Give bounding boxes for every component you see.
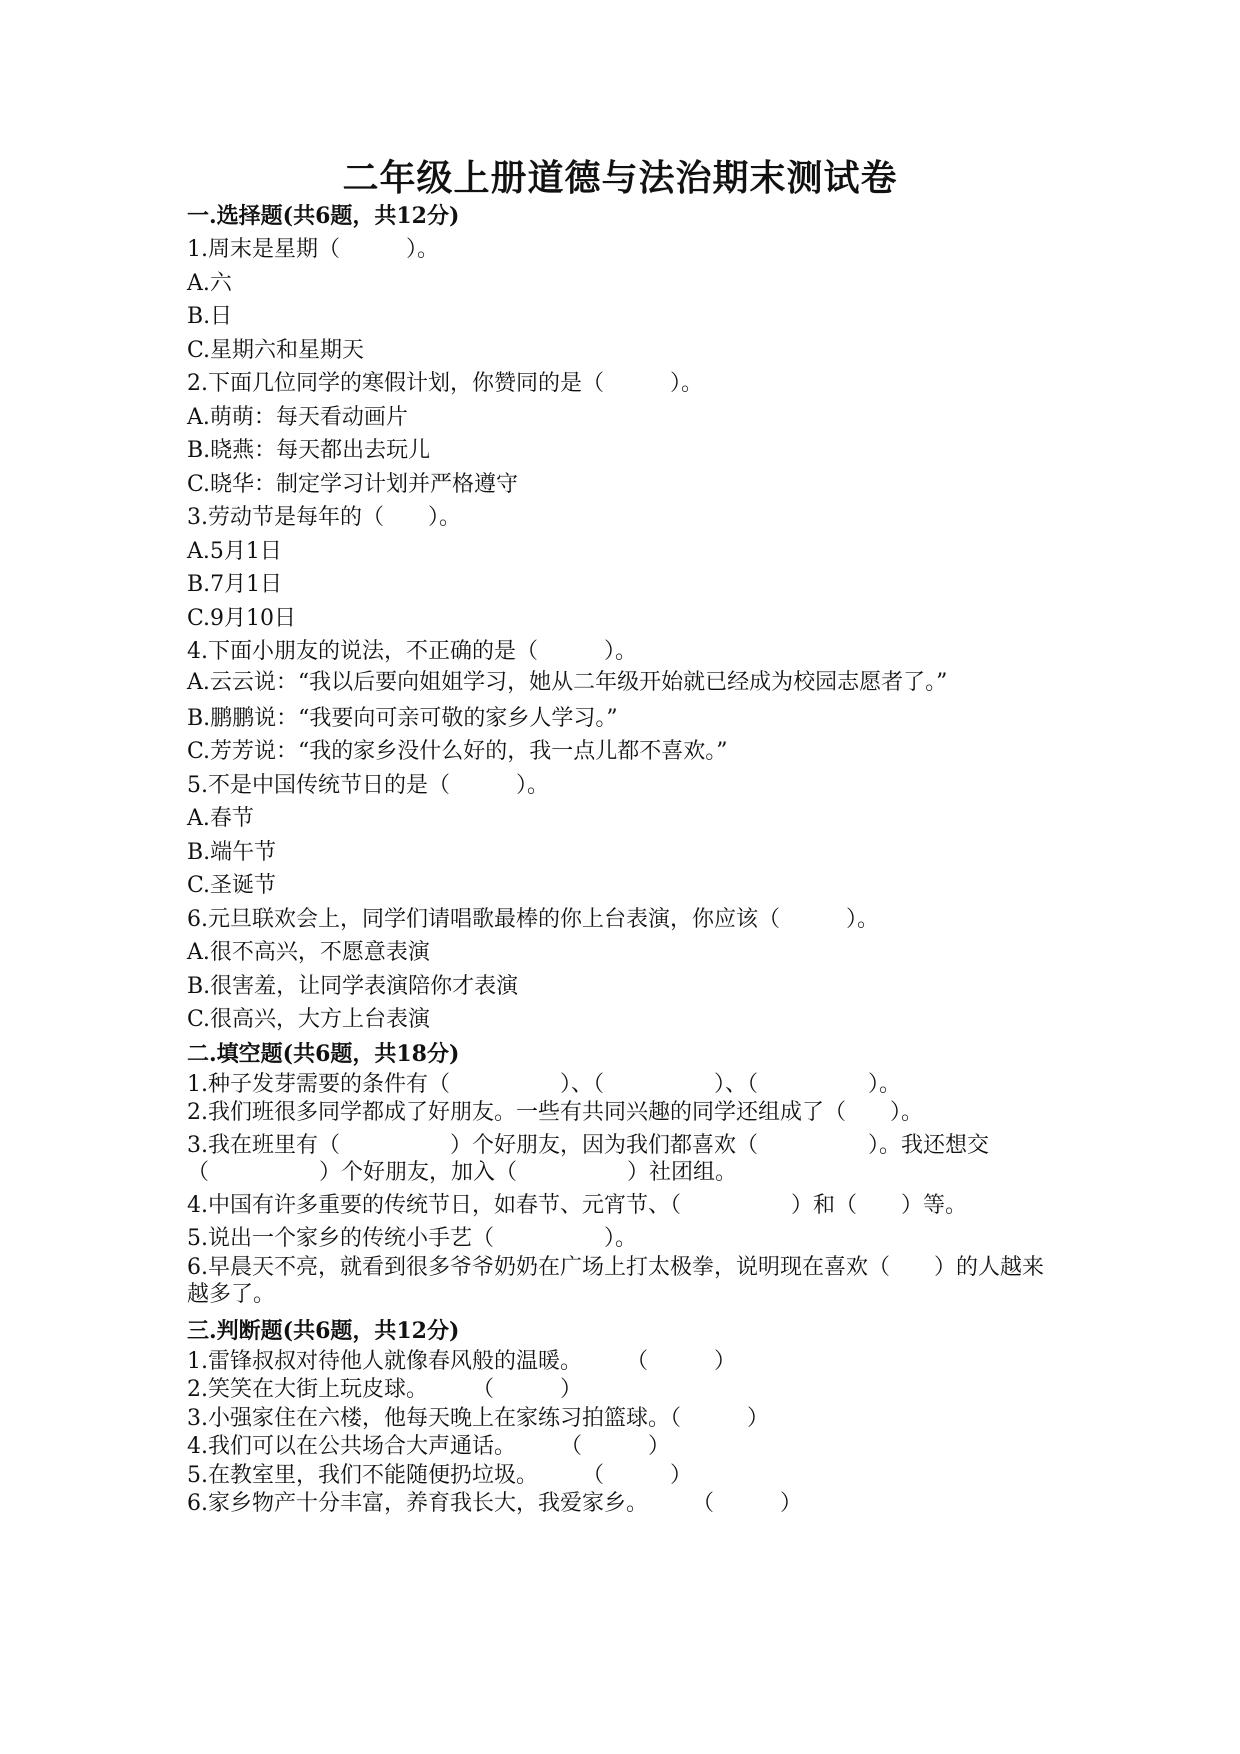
option: C.很高兴，大方上台表演 [187,1007,431,1032]
option: A.六 [187,270,232,296]
question-stem: 4.下面小朋友的说法，不正确的是（ ）。 [187,639,637,664]
option: C.晓华：制定学习计划并严格遵守 [187,471,519,497]
option: B.鹏鹏说：“我要向可亲可敬的家乡人学习。” [187,705,618,731]
fill-item: 1.种子发芽需要的条件有（ ）、（ ）、（ ）。 [187,1071,901,1097]
judge-item: 1.雷锋叔叔对待他人就像春风般的温暖。 （ ） [187,1348,736,1374]
section-true-false [187,1314,1057,1519]
option: A.很不高兴，不愿意表演 [187,940,430,965]
question-stem: 2.下面几位同学的寒假计划，你赞同的是（ ）。 [187,371,703,396]
judge-item: 2.笑笑在大街上玩皮球。 （ ） [187,1377,582,1402]
question [187,367,1057,501]
fill-item: 6.早晨天不亮，就看到很多爷爷奶奶在广场上打太极拳，说明现在喜欢（ ）的人越来越多了。 [187,1254,1044,1307]
option: B.端午节 [187,839,277,865]
option: C.9月10日 [187,605,297,631]
judge-item: 5.在教室里，我们不能随便扔垃圾。 （ ） [187,1462,692,1488]
option: B.晓燕：每天都出去玩儿 [187,438,431,463]
option: A.春节 [187,806,254,831]
option: B.很害羞，让同学表演陪你才表演 [187,973,519,999]
option: A.5月1日 [187,538,282,564]
question-stem: 6.元旦联欢会上，同学们请唱歌最棒的你上台表演，你应该（ ）。 [187,906,879,932]
option: A.云云说：“我以后要向姐姐学习，她从二年级开始就已经成为校园志愿者了。” [187,669,948,695]
section-fill-in-blank [187,1037,1057,1308]
page-title: 二年级上册道德与法治期末测试卷 [342,157,898,199]
section-multiple-choice [187,199,1057,1037]
option: A.萌萌：每天看动画片 [187,404,408,430]
question [187,501,1057,635]
question [187,769,1057,903]
fill-item: 2.我们班很多同学都成了好朋友。一些有共同兴趣的同学还组成了（ ）。 [187,1100,923,1125]
fill-item: 5.说出一个家乡的传统小手艺（ ）。 [187,1226,637,1251]
question-stem: 3.劳动节是每年的（ ）。 [187,505,461,530]
option: C.圣诞节 [187,873,277,898]
question-stem: 1.周末是星期（ ）。 [187,237,439,262]
question-stem: 5.不是中国传统节日的是（ ）。 [187,772,549,798]
judge-item: 6.家乡物产十分丰富，养育我长大，我爱家乡。 （ ） [187,1491,802,1516]
option: B.7月1日 [187,572,283,597]
judge-item: 4.我们可以在公共场合大声通话。 （ ） [187,1434,670,1459]
question [187,635,1057,769]
question [187,903,1057,1037]
question [187,233,1057,367]
exam-content [187,199,1057,1519]
fill-item: 3.我在班里有（ ）个好朋友，因为我们都喜欢（ ）。我还想交（ ）个好朋友，加入（ ）社团组。 [187,1133,989,1185]
option: C.星期六和星期天 [187,337,365,363]
option: B.日 [187,304,233,329]
option: C.芳芳说：“我的家乡没什么好的，我一点儿都不喜欢。” [187,739,728,764]
section-heading: 二.填空题(共6题，共18分) [187,1040,460,1067]
judge-item: 3.小强家住在六楼，他每天晚上在家练习拍篮球。（ ） [187,1405,769,1431]
section-heading: 一.选择题(共6题，共12分) [187,203,460,229]
fill-item: 4.中国有许多重要的传统节日，如春节、元宵节、（ ）和（ ）等。 [187,1193,967,1218]
section-heading: 三.判断题(共6题，共12分) [187,1317,460,1344]
